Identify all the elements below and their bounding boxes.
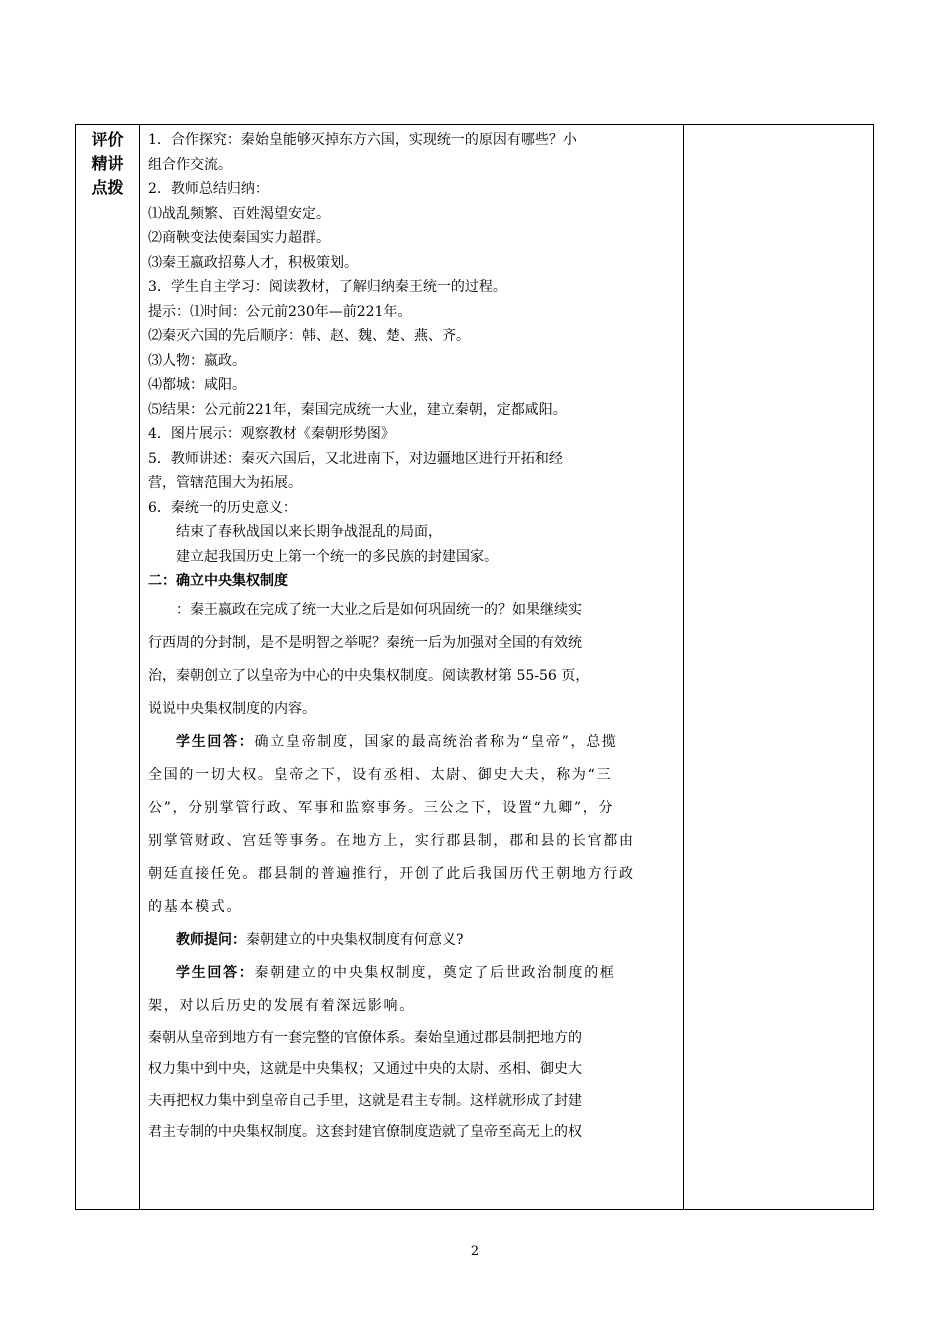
content-cell <box>140 125 684 1209</box>
answer-text: 秦朝建立的中央集权制度，奠定了后世政治制度的框 <box>254 964 616 981</box>
step-line: ⑸结果：公元前221年，秦国完成统一大业，建立秦朝，定都咸阳。 <box>148 401 567 418</box>
answer-label: 学生回答： <box>176 964 255 981</box>
closing-line: 权力集中到中央，这就是中央集权；又通过中央的太尉、丞相、御史大 <box>148 1061 582 1077</box>
answer-line: 公”，分别掌管行政、军事和监察事务。三公之下，设置“九卿”，分 <box>148 799 615 816</box>
answer-line: 的基本模式。 <box>148 898 243 915</box>
step-line: 6．秦统一的历史意义： <box>148 499 297 516</box>
closing-line: 君主专制的中央集权制度。这套封建官僚制度造就了皇帝至高无上的权 <box>148 1124 582 1140</box>
step-line: ⑵商鞅变法使秦国实力超群。 <box>148 230 330 246</box>
step-line: 组合作交流。 <box>148 156 232 173</box>
step-line: ⑵秦灭六国的先后顺序：韩、赵、魏、楚、燕、齐。 <box>148 328 470 344</box>
answer-label: 学生回答： <box>176 733 255 750</box>
row-label-line: 点拨 <box>91 178 124 197</box>
row-label-line: 精讲 <box>91 154 124 173</box>
significance-line: 建立起我国历史上第一个统一的多民族的封建国家。 <box>176 548 498 565</box>
page-number: 2 <box>470 1244 480 1259</box>
answer-paragraph-first-line <box>148 957 677 990</box>
answer-line: 架，对以后历史的发展有着深远影响。 <box>148 997 415 1014</box>
question-line <box>148 924 677 957</box>
step-line: 营，管辖范围大为拓展。 <box>148 475 302 491</box>
closing-line: 秦朝从皇帝到地方有一套完整的官僚体系。秦始皇通过郡县制把地方的 <box>148 1029 582 1046</box>
step-line: 5．教师讲述：秦灭六国后，又北进南下，对边疆地区进行开拓和经 <box>148 450 563 467</box>
step-line: ⑷都城：咸阳。 <box>148 377 246 393</box>
intro-line: 治，秦朝创立了以皇帝为中心的中央集权制度。阅读教材第 55-56 页， <box>148 667 590 684</box>
answer-text: 确立皇帝制度，国家的最高统治者称为“皇帝”，总揽 <box>254 733 618 750</box>
question-text: 秦朝建立的中央集权制度有何意义? <box>246 931 464 948</box>
intro-line: 说说中央集权制度的内容。 <box>148 700 316 717</box>
step-line: 3．学生自主学习：阅读教材，了解归纳秦王统一的过程。 <box>148 279 507 295</box>
intro-line: 行西周的分封制，是不是明智之举呢？秦统一后为加强对全国的有效统 <box>148 634 582 651</box>
lesson-table <box>75 124 874 1210</box>
answer-line: 别掌管财政、宫廷等事务。在地方上，实行郡县制，郡和县的长官都由 <box>148 832 635 849</box>
closing-line: 夫再把权力集中到皇帝自己手里，这就是君主专制。这样就形成了封建 <box>148 1092 582 1109</box>
step-line: 4．图片展示：观察教材《秦朝形势图》 <box>148 426 395 442</box>
step-line: ⑶人物：嬴政。 <box>148 352 246 369</box>
step-line: 提示：⑴时间：公元前230年—前221年。 <box>148 303 412 320</box>
step-line: ⑶秦王嬴政招募人才，积极策划。 <box>148 254 358 271</box>
step-line: 1．合作探究：秦始皇能够灭掉东方六国，实现统一的原因有哪些？小 <box>148 132 577 148</box>
step-line: ⑴战乱频繁、百姓渴望安定。 <box>148 205 330 222</box>
answer-paragraph-first-line <box>148 726 677 759</box>
answer-line: 全国的一切大权。皇帝之下，设有丞相、太尉、御史大夫，称为“三 <box>148 766 613 783</box>
row-label-line: 评价 <box>91 130 124 149</box>
intro-line: ：秦王嬴政在完成了统一大业之后是如何巩固统一的？如果继续实 <box>176 601 582 618</box>
section-heading: 二：确立中央集权制度 <box>148 573 288 589</box>
notes-cell <box>684 125 873 1209</box>
answer-line: 朝廷直接任免。郡县制的普遍推行，开创了此后我国历代王朝地方行政 <box>148 865 635 882</box>
question-label: 教师提问： <box>176 931 246 948</box>
row-label-cell <box>76 125 140 1209</box>
significance-line: 结束了春秋战国以来长期争战混乱的局面， <box>176 524 442 540</box>
step-line: 2．教师总结归纳： <box>148 181 269 197</box>
